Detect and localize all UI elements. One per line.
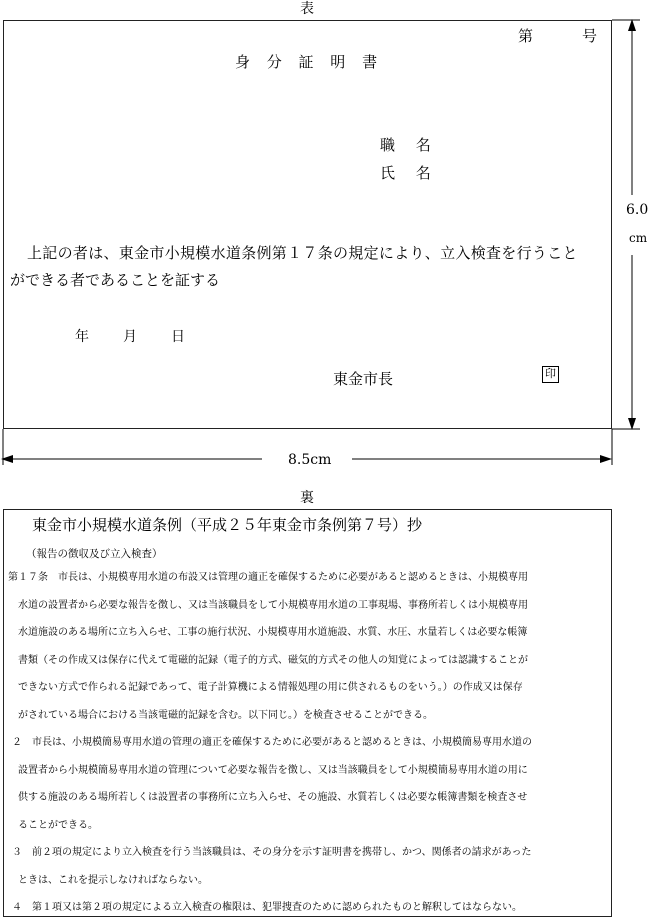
- text-line: がされている場合における当該電磁的記録を含む。以下同じ。）を検査させることができる。: [18, 709, 433, 721]
- text-line: ることができる。: [18, 819, 98, 831]
- text-line: ４ 第１項又は第２項の規定による立入検査の権限は、犯罪捜査のために認められたものと解釈してはならない。: [12, 902, 522, 913]
- text-line: ３ 前２項の規定により立入検査を行う当該職員は、その身分を示す証明書を携帯し、かつ、関係者の請求があった: [12, 847, 532, 858]
- back-side-label: 裏: [300, 490, 314, 506]
- text-line: 第１７条 市長は、小規模専用水道の布設又は管理の適正を確保するために必要があると認めるときは、小規模専用: [8, 572, 528, 583]
- number-go: 号: [582, 27, 598, 45]
- seal-mark: 印: [542, 366, 559, 383]
- text-line: 供する施設のある場所若しくは設置者の事務所に立ち入らせ、その施設、水質若しくは必要な帳簿書類を検査させ: [18, 792, 528, 803]
- ordinance-text: [8, 564, 612, 922]
- height-arrow-head-bottom: [628, 418, 636, 430]
- width-label: 8.5cm: [288, 452, 332, 468]
- text-line: できない方式で作られる記録であって、電子計算機による情報処理の用に供されるものをいう。）の作成又は保存: [18, 682, 523, 693]
- front-side-label: 表: [300, 1, 314, 17]
- height-arrow-head-top: [628, 19, 636, 31]
- job-label: 職 名: [380, 136, 439, 154]
- text-line: 水道の設置者から必要な報告を徴し、又は当該職員をして小規模専用水道の工事現場、事務所若しくは小規模専用: [18, 599, 528, 611]
- height-value: 6.0: [626, 202, 649, 218]
- width-arrow-head-right: [600, 455, 612, 463]
- id-card-front: [3, 20, 612, 429]
- text-line: 書類（その作成又は保存に代えて電磁的記録（電子的方式、磁気的方式その他人の知覚によっては認識することが: [18, 654, 528, 666]
- issuer: 東金市長: [333, 370, 394, 388]
- text-line: 設置者から小規模簡易専用水道の管理について必要な報告を徴し、又は当該職員をして小規模簡易専用水道の用に: [18, 764, 528, 776]
- date-year: 年: [75, 329, 89, 345]
- date-month: 月: [123, 329, 137, 345]
- card-title: 身 分 証 明 書: [235, 53, 384, 71]
- section-caption: （報告の徴収及び立入検査）: [26, 548, 163, 560]
- body-line-2: ができる者であることを証する: [10, 271, 221, 289]
- body-line-1: 上記の者は、東金市小規模水道条例第１７条の規定により、立入検査を行うこと: [27, 244, 578, 262]
- ordinance-title: 東金市小規模水道条例（平成２５年東金市条例第７号）抄: [32, 516, 423, 534]
- name-label: 氏 名: [380, 164, 439, 182]
- height-unit: cm: [629, 231, 648, 245]
- number-dai: 第: [518, 27, 534, 45]
- id-card-back: [3, 509, 612, 917]
- text-line: 水道施設のある場所に立ち入らせ、工事の施行状況、小規模専用水道施設、水質、水圧、水量若しくは必要な帳簿: [18, 627, 528, 638]
- date-day: 日: [171, 329, 185, 345]
- text-line: ときは、これを提示しなければならない。: [18, 874, 208, 886]
- text-line: ２ 市長は、小規模簡易専用水道の管理の適正を確保するために必要があると認めるときは、小規模簡易専用水道の: [12, 737, 532, 748]
- width-arrow-head-left: [1, 455, 13, 463]
